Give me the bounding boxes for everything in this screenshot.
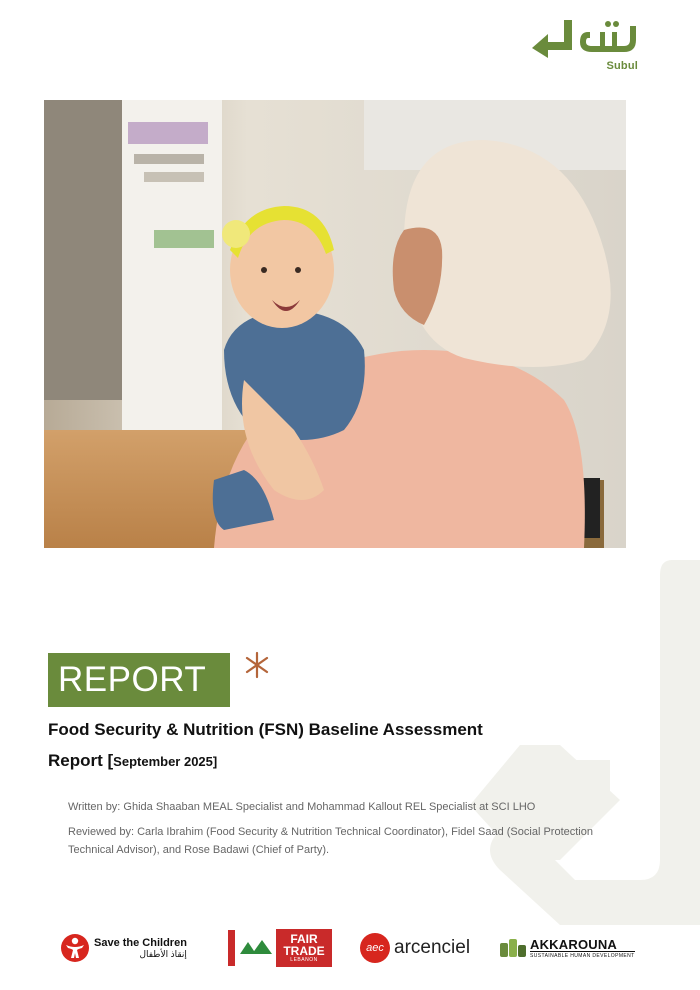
fair-trade-line2: TRADE — [283, 944, 325, 958]
written-by: Written by: Ghida Shaaban MEAL Specialist and Mohammad Kallout REL Specialist at SCI LHO — [68, 801, 536, 813]
partner-logos — [60, 926, 640, 972]
save-the-children-name: Save the Children — [94, 936, 187, 949]
akkarouna-leaf-icon — [500, 937, 526, 959]
cedar-leaf-icon — [238, 938, 276, 958]
fair-trade-flag-bar — [228, 930, 235, 966]
credits — [68, 798, 628, 866]
report-label-box — [48, 653, 230, 707]
fair-trade-lebanon-logo — [228, 926, 332, 970]
report-title-line2: Report [ — [48, 751, 114, 770]
akkarouna-name: AKKAROUNA — [530, 936, 618, 952]
cover-photo — [44, 100, 626, 548]
save-the-children-logo — [60, 926, 187, 970]
fair-trade-sub: LEBANON — [290, 957, 318, 963]
subul-logo-mark-icon — [528, 18, 638, 63]
subul-logo — [528, 18, 638, 78]
fair-trade-line1: FAIR — [290, 932, 318, 946]
arcenciel-badge: aec — [360, 933, 390, 963]
reviewed-by: Reviewed by: Carla Ibrahim (Food Security & Nutrition Technical Coordinator), Fidel Saad (Social Protection Technical Advisor), and Rose Badawi (Chief of Party). — [68, 826, 593, 856]
akkarouna-logo — [500, 926, 635, 970]
report-title — [48, 714, 528, 777]
report-title-line1: Food Security & Nutrition (FSN) Baseline Assessment — [48, 720, 483, 739]
save-the-children-icon — [60, 933, 90, 963]
asterisk-icon — [242, 650, 272, 680]
akkarouna-tagline: SUSTAINABLE HUMAN DEVELOPMENT — [530, 952, 635, 959]
fair-trade-box — [276, 929, 332, 967]
save-the-children-arabic: إنقاذ الأطفال — [139, 948, 187, 959]
subul-logo-text: Subul — [606, 60, 638, 72]
report-date: September 2025] — [113, 754, 218, 769]
arcenciel-name: arcenciel — [394, 937, 471, 958]
report-label: REPORT — [58, 660, 207, 699]
arcenciel-logo — [360, 926, 470, 970]
mother-and-baby-photo-icon — [44, 100, 626, 548]
